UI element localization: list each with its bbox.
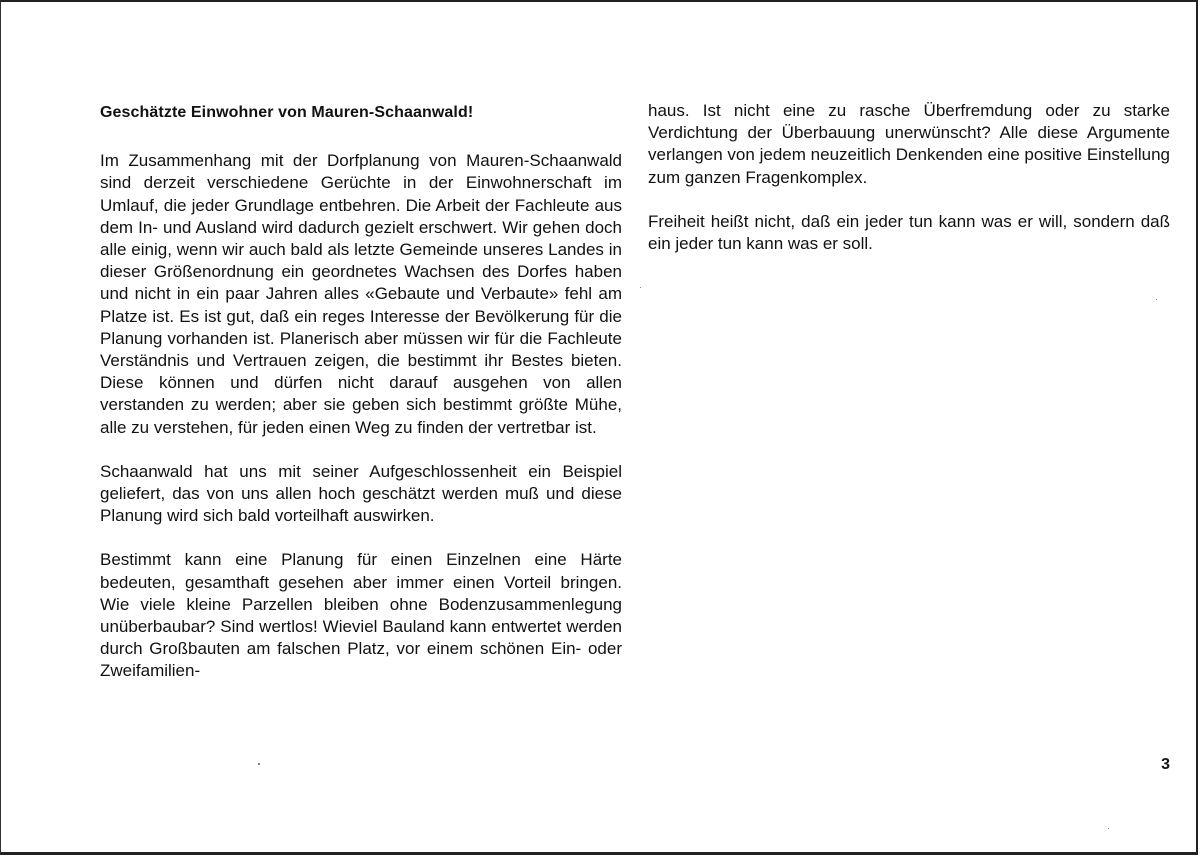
scan-speck: [1156, 299, 1157, 300]
scan-speck: [258, 763, 260, 765]
scan-speck: [1108, 828, 1109, 829]
paragraph: haus. Ist nicht eine zu rasche Überfremdung oder zu starke Verdichtung der Überbauung unerwünscht? Alle diese Argumente verlangen von jedem neuzeitlich Denkenden eine positive Einstellung zum ganzen Fragenkomplex.: [648, 101, 1170, 187]
page-number: 3: [1161, 756, 1170, 773]
letter-heading: Geschätzte Einwohner von Mauren-Schaanwald!: [100, 104, 474, 121]
paragraph: Bestimmt kann eine Planung für einen Einzelnen eine Härte bedeuten, gesamthaft gesehen aber immer einen Vorteil bringen. Wie viele kleine Parzellen bleiben ohne Bodenzusammenlegung unüberbaubar? Sind wertlos! Wieviel Bauland kann entwertet werden durch Großbauten am falschen Platz, vor einem schönen Ein- oder Zweifamilien-: [100, 550, 622, 681]
scan-speck: [640, 287, 641, 288]
paragraph: Schaanwald hat uns mit seiner Aufgeschlossenheit ein Beispiel geliefert, das von uns allen hoch geschätzt werden muß und diese Planung wird sich bald vorteilhaft auswirken.: [100, 461, 622, 526]
paragraph: Freiheit heißt nicht, daß ein jeder tun kann was er will, sondern daß ein jeder tun kann was er soll.: [648, 211, 1170, 254]
paragraph: Im Zusammenhang mit der Dorfplanung von Mauren-Schaanwald sind derzeit verschiedene Gerüchte in der Einwohnerschaft im Umlauf, die jeder Grundlage entbehren. Die Arbeit der Fachleute aus dem In- und Ausland wird dadurch gezielt erschwert. Wir gehen doch alle einig, wenn wir auch bald als letzte Gemeinde unseres Landes in dieser Größenordnung ein geordnetes Wachsen des Dorfes haben und nicht in ein paar Jahren alles «Gebaute und Verbaute» fehl am Platze ist. Es ist gut, daß ein reges Interesse der Bevölkerung für die Planung vorhanden ist. Planerisch aber müssen wir für die Fachleute Verständnis und Vertrauen zeigen, die bestimmt ihr Bestes bieten. Diese können und dürfen nicht darauf ausgehen von allen verstanden zu werden; aber sie geben sich bestimmt größte Mühe, alle zu verstehen, für jeden einen Weg zu finden der vertretbar ist.: [100, 151, 622, 437]
right-column: [648, 100, 1170, 277]
left-column: [100, 100, 622, 705]
